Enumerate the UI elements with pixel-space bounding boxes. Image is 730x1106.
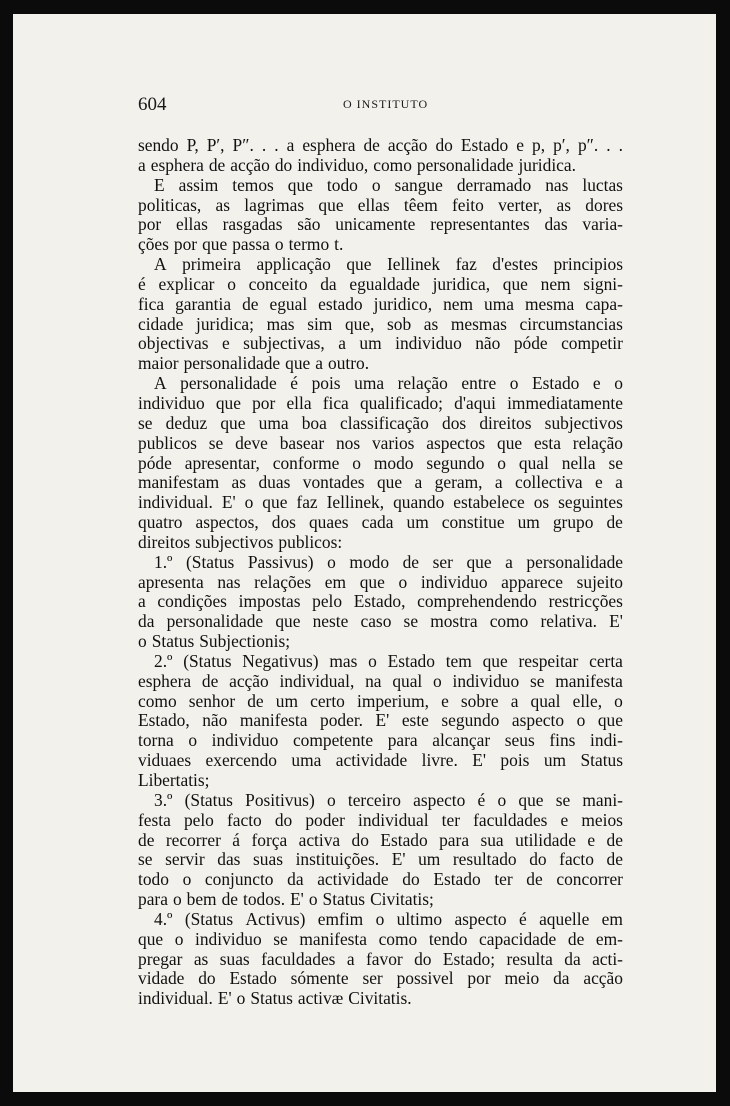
text-line: todo o conjuncto da actividade do Estado ter de concorrer — [138, 869, 623, 890]
text-line: Estado, não manifesta poder. E' este segundo aspecto o que — [138, 710, 623, 731]
text-line: torna o individuo competente para alcançar seus fins indi- — [138, 730, 623, 751]
text-line: A primeira applicação que Iellinek faz d'estes principios — [154, 254, 623, 275]
text-line: maior personalidade que a outro. — [138, 353, 370, 374]
text-line: 3.º (Status Positivus) o terceiro aspecto é o que se mani- — [154, 789, 623, 810]
text-line: manifestam as duas vontades que a geram, a collectiva e a — [138, 472, 623, 493]
running-title: O INSTITUTO — [343, 97, 429, 111]
text-line: como senhor de um certo imperium, e sobre a qual elle, o — [138, 690, 623, 711]
text-line: de recorrer á força activa do Estado para sua utilidade e de — [138, 829, 623, 850]
text-line: pregar as suas faculdades a favor do Estado; resulta da acti- — [138, 948, 623, 969]
text-line: fica garantia de egual estado juridico, nem uma mesma capa- — [138, 293, 623, 314]
text-line: sendo P, P′, P″. . . a esphera de acção do Estado e p, p′, p″. . . — [138, 135, 623, 155]
text-line: esphera de acção individual, na qual o individuo se manifesta — [138, 670, 623, 691]
text-line: se servir das suas instituições. E' um resultado do facto de — [138, 849, 623, 870]
text-line: publicos se deve basear nos varios aspectos que esta relação — [138, 432, 623, 453]
text-line: individual. E' o Status activæ Civitatis. — [138, 988, 412, 1009]
text-line: póde apresentar, conforme o modo segundo o qual nella se — [138, 452, 623, 473]
text-line: viduaes exercendo uma actividade livre. E' pois um Status — [138, 750, 623, 771]
text-line: politicas, as lagrimas que ellas têem feito verter, as dores — [138, 194, 623, 215]
text-line: festa pelo facto do poder individual ter faculdades e meios — [138, 809, 623, 830]
page-number: 604 — [138, 94, 167, 115]
text-line: 4.º (Status Activus) emfim o ultimo aspecto é aquelle em — [154, 908, 623, 929]
page-header — [138, 94, 618, 118]
book-page — [13, 14, 716, 1092]
text-line: Libertatis; — [138, 770, 210, 790]
text-line: é explicar o conceito da egualdade juridica, que nem signi- — [138, 273, 623, 294]
text-line: que o individuo se manifesta como tendo capacidade de em- — [138, 928, 623, 949]
text-line: ções por que passa o termo t. — [138, 234, 344, 255]
text-line: para o bem de todos. E' o Status Civitatis; — [138, 889, 434, 910]
text-line: se deduz que uma boa classificação dos direitos subjectivos — [138, 412, 623, 433]
text-line: E assim temos que todo o sangue derramado nas luctas — [154, 174, 623, 195]
text-line: objectivas e subjectivas, a um individuo não póde competir — [138, 333, 623, 354]
text-line: o Status Subjectionis; — [138, 631, 291, 652]
text-line: por ellas rasgadas são unicamente representantes das varia- — [138, 214, 623, 235]
text-line: cidade juridica; mas sim que, sob as mesmas circumstancias — [138, 313, 623, 334]
text-line: 2.º (Status Negativus) mas o Estado tem que respeitar certa — [154, 650, 623, 671]
text-line: vidade do Estado sómente ser possivel por meio da acção — [138, 968, 623, 989]
text-line: individuo que por ella fica qualificado; d'aqui immediatamente — [138, 392, 623, 413]
text-line: a esphera de acção do individuo, como personalidade juridica. — [138, 154, 576, 175]
text-line: apresenta nas relações em que o individuo apparece sujeito — [138, 571, 623, 592]
text-line: individual. E' o que faz Iellinek, quando estabelece os seguintes — [138, 492, 623, 513]
text-line: 1.º (Status Passivus) o modo de ser que a personalidade — [154, 551, 623, 572]
text-line: direitos subjectivos publicos: — [138, 531, 343, 552]
text-line: da personalidade que neste caso se mostra como relativa. E' — [138, 611, 623, 632]
text-line: A personalidade é pois uma relação entre o Estado e o — [154, 373, 623, 394]
text-line: quatro aspectos, dos quaes cada um constitue um grupo de — [138, 512, 623, 533]
body-text — [138, 136, 623, 1009]
text-line: a condições impostas pelo Estado, comprehendendo restricções — [138, 591, 623, 612]
